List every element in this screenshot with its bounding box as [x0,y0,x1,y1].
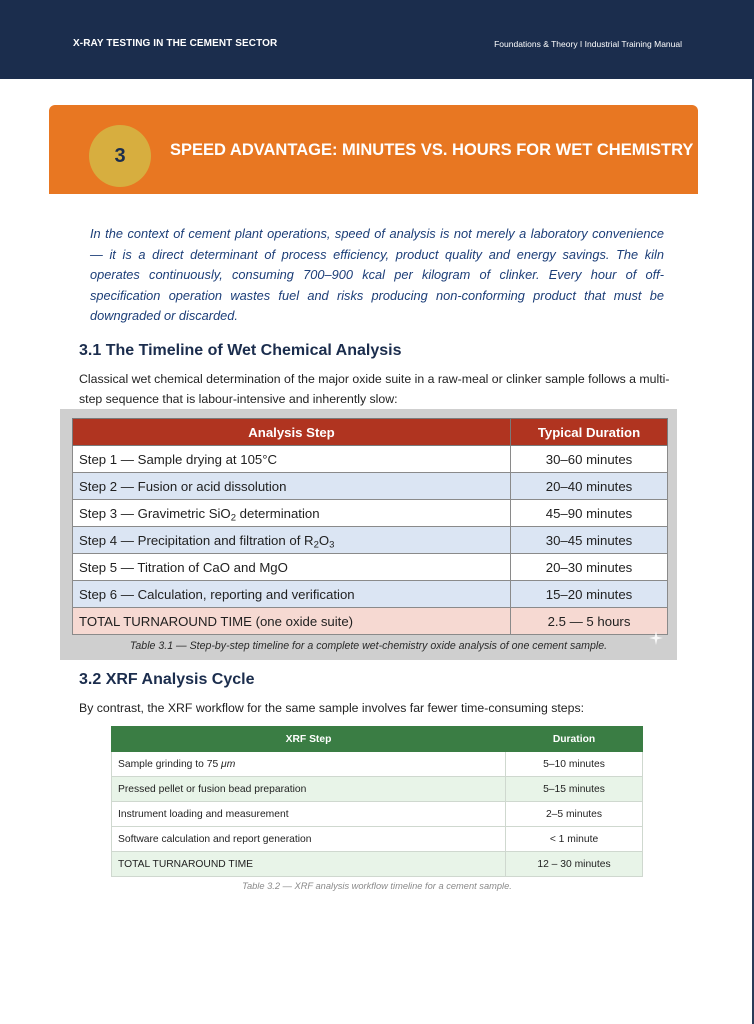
header-subtitle: Foundations & Theory I Industrial Training Manual [494,39,682,49]
step-cell [112,752,506,777]
step-text: Sample grinding to 75 [118,758,222,770]
duration-cell: 12 – 30 minutes [506,852,643,877]
intro-paragraph: In the context of cement plant operations, speed of analysis is not merely a laboratory convenience — it is a direct determinant of process efficiency, product quality and energy savings. The kiln operates continuously, consuming 700–900 kcal per kilogram of clinker. Every hour of off-specification operation wastes fuel and risks producing non-conforming product that must be downgraded or discarded. [90,226,664,324]
table-row [73,473,668,500]
table-caption: Table 3.1 — Step-by-step timeline for a complete wet-chemistry oxide analysis of one cement sample. [129,640,608,652]
duration-cell: 2.5 — 5 hours [511,608,668,635]
duration-cell: 45–90 minutes [511,500,668,527]
step-cell: TOTAL TURNAROUND TIME [112,852,506,877]
step-text: determination [236,505,320,521]
table-row [73,554,668,581]
step-cell [73,500,511,527]
duration-cell: 20–40 minutes [511,473,668,500]
column-header-step: Analysis Step [73,419,511,446]
step-text: O [318,532,330,548]
step-cell: Step 1 — Sample drying at 105°C [73,446,511,473]
chapter-banner [49,105,698,194]
duration-cell: 5–10 minutes [506,752,643,777]
duration-cell: 30–45 minutes [511,527,668,554]
column-header-duration: Typical Duration [511,419,668,446]
xrf-table [111,726,643,877]
table-row [73,446,668,473]
column-header-step: XRF Step [112,727,506,752]
step-text: Step 3 — Gravimetric SiO [79,505,231,521]
step-cell: Step 6 — Calculation, reporting and verification [73,581,511,608]
unit-text: μm [221,758,236,770]
step-cell: Instrument loading and measurement [112,802,506,827]
total-row [112,852,643,877]
table-row [73,527,668,554]
section-heading-3-2: 3.2 XRF Analysis Cycle [79,671,255,688]
table-header-row [73,419,668,446]
page-header [0,0,754,79]
subscript: 3 [329,538,335,550]
subscript: 2 [230,511,236,523]
step-cell: Software calculation and report generation [112,827,506,852]
section-3-2-text: By contrast, the XRF workflow for the same sample involves far fewer time-consuming steps: [79,701,585,715]
wet-chemistry-table-panel [60,409,677,660]
table-row [112,802,643,827]
table-row [112,752,643,777]
duration-cell: 5–15 minutes [506,777,643,802]
duration-cell: < 1 minute [506,827,643,852]
chapter-number-badge: 3 [89,125,151,187]
duration-cell: 2–5 minutes [506,802,643,827]
table-row [73,500,668,527]
section-3-1-text: Classical wet chemical determination of the major oxide suite in a raw-meal or clinker sample follows a multi-step sequence that is labour-intensive and inherently slow: [79,372,670,406]
duration-cell: 30–60 minutes [511,446,668,473]
wet-chemistry-table [72,418,668,635]
step-cell: TOTAL TURNAROUND TIME (one oxide suite) [73,608,511,635]
subscript: 2 [313,538,319,550]
column-header-duration: Duration [506,727,643,752]
step-cell: Step 5 — Titration of CaO and MgO [73,554,511,581]
section-heading-3-1: 3.1 The Timeline of Wet Chemical Analysis [79,342,402,359]
table-header-row [112,727,643,752]
table-row [73,581,668,608]
table-row [112,827,643,852]
sparkle-icon [649,631,663,645]
total-row [73,608,668,635]
step-cell: Step 2 — Fusion or acid dissolution [73,473,511,500]
chapter-title: SPEED ADVANTAGE: MINUTES VS. HOURS FOR WET CHEMISTRY [170,141,694,159]
duration-cell: 20–30 minutes [511,554,668,581]
table-row [112,777,643,802]
step-cell [73,527,511,554]
step-text: Step 4 — Precipitation and filtration of R [79,532,314,548]
header-title: X-RAY TESTING IN THE CEMENT SECTOR [73,38,278,49]
step-cell: Pressed pellet or fusion bead preparation [112,777,506,802]
table-caption: Table 3.2 — XRF analysis workflow timeline for a cement sample. [242,881,512,891]
duration-cell: 15–20 minutes [511,581,668,608]
